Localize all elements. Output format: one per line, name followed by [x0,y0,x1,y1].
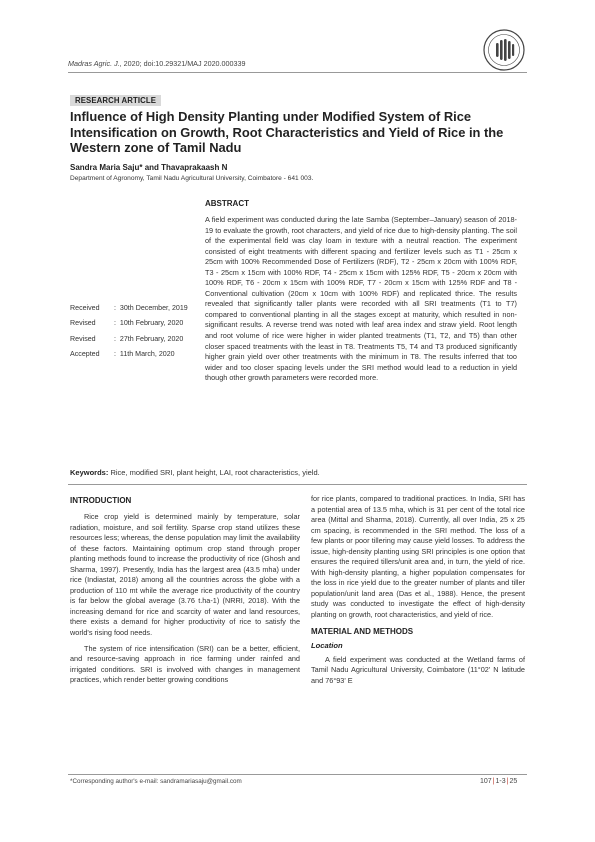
date-label: Revised [70,319,96,328]
journal-name: Madras Agric. J. [68,59,120,68]
issue-number: 1-3 [495,778,506,785]
date-label: Revised [70,334,96,343]
date-accepted: Accepted : 11th March, 2020 [70,349,175,358]
volume-number: 107 [480,778,492,785]
article-dates [70,304,188,365]
article-title: Influence of High Density Planting under Modified System of Rice Intensification on Growth, Root Characteristics and Yield of Rice in the Western zone of Tamil Nadu [70,109,504,155]
keywords [70,468,320,477]
column-right [311,494,525,691]
location-subheading: Location [311,641,343,651]
authors: Sandra Maria Saju* and Thavaprakaash N [70,163,228,172]
footer-divider [68,774,527,775]
journal-doi: , 2020; doi:10.29321/MAJ 2020.000339 [119,59,246,68]
journal-citation [68,59,246,68]
abstract-text: A field experiment was conducted during the late Samba (September–January) season of 2018-19 to evaluate the growth, root characters, and yield of rice due to high-density planting. The soil of the experimental field was clay loam in texture with a neutral reaction. The experiment consisted of eight treatments with different spacing and fertilizer levels such as T1 - 25cm x 25cm with 100% Recommended Dose of Fertilizers (RDF), T2 - 25cm x 20cm with 100% RDF, T3 - 25cm x 15cm with 100% RDF, T4 - 25cm x 15cm with 125% RDF, T5 - 20cm x 20cm with 100% RDF, T6 - 20cm x 15cm with 100% RDF, T7 - 20cm x 15cm with 125% RDF and T8 - Conventional cultivation (20cm x 10cm with 100% RDF) and replicated thrice. The results revealed that significantly taller plants were recorded with all SRI treatments (T1 to T7) compared to conventional planting in all the stages except at maturity, which resulted in non-significant results. A reverse trend was noted with leaf area index and straw yield. Root length and root volume of rice were higher in wider planted treatments (T1, T2, and T5) than other closer spaced treatments with the least in T8. Treatments T5, T4 and T3 produced significantly higher grain yield over other treatments with the minimum in T8. The results inferred that too wider and too closer spacing levels under the SRI method would lead to a reduction in yield though other growth parameters were recorded more. [205,215,517,383]
date-revised-1: Revised : 10th February, 2020 [70,319,184,328]
page-number: 107|1-3|25 [480,778,518,785]
introduction-paragraph: Rice crop yield is determined mainly by temperature, solar radiation, moisture, and soil fertility. Sparse crop stand utilizes these resources less; whereas, the dense population may limit the availability of these factors. Maintaining optimum crop stand through proper planting methods found to increase the productivity of rice (Ghosh and Sharma, 1997). Presently, India has the largest area (43.5 mha) under rice (Indiastat, 2018) among all the countries across the globe with a production of 110 mt while the average rice productivity of the country is far below the global average (3.76 t.ha-1) (NRRI, 2018). With the increasing demand for rice and scarcity of water and land resources, there exists a demand for higher productivity of rice to satisfy the world's rising food needs. [70,512,300,638]
date-received: Received : 30th December, 2019 [70,304,188,312]
date-value: 30th December, 2019 [119,304,188,312]
date-label: Received [70,304,100,312]
date-value: 27th February, 2020 [119,334,184,343]
date-value: 10th February, 2020 [119,319,184,328]
date-label: Accepted [70,349,100,358]
keywords-label: Keywords: [70,468,109,477]
introduction-paragraph: The system of rice intensification (SRI) can be a better, efficient, and resource-saving approach in rice farming under rainfed and irrigated conditions. SRI is involved with changes in management practices, which render better growing conditions [70,643,300,685]
introduction-paragraph: for rice plants, compared to traditional practices. In India, SRI has a potential area of 13.5 mha, which is 31 per cent of the total rice area (Mittal and Sharma, 2018). Currently, all over India, 25 x 25 cm spacing, is recommended in the SRI method. The loss of a few plants or poor tillering may cause yield losses. To address the issue, high-density planting using SRI principles is one option that ensures the required tillers/unit area and, in turn, the yield of rice. With high-density planting, a higher population compensates for the loss in rice yield due to the greater number of plants and tiller population/unit land area (Das et al., 1988). Hence, the present study was conducted to investigate the effect of high-density planting on growth, root characteristics, and yield of rice. [311,494,525,620]
keywords-divider [68,484,527,485]
header-divider [68,72,527,73]
column-left [70,496,300,691]
keywords-text: Rice, modified SRI, plant height, LAI, root characteristics, yield. [110,468,320,477]
abstract-heading: ABSTRACT [205,199,249,208]
corresponding-author-footnote: *Corresponding author's e-mail: sandramariasaju@gmail.com [70,778,242,785]
methods-paragraph: A field experiment was conducted at the Wetland farms of Tamil Nadu Agricultural University, Coimbatore (11°02' N latitude and 76°93' E [311,654,525,685]
date-revised-2: Revised : 27th February, 2020 [70,334,184,343]
affiliation: Department of Agronomy, Tamil Nadu Agricultural University, Coimbatore - 641 003. [70,175,314,182]
introduction-heading: INTRODUCTION [70,496,132,505]
methods-heading: MATERIAL AND METHODS [311,626,414,636]
page-index: 25 [509,778,518,785]
date-value: 11th March, 2020 [119,349,175,358]
article-type-badge: RESEARCH ARTICLE [70,95,161,106]
journal-logo-icon [483,29,525,71]
